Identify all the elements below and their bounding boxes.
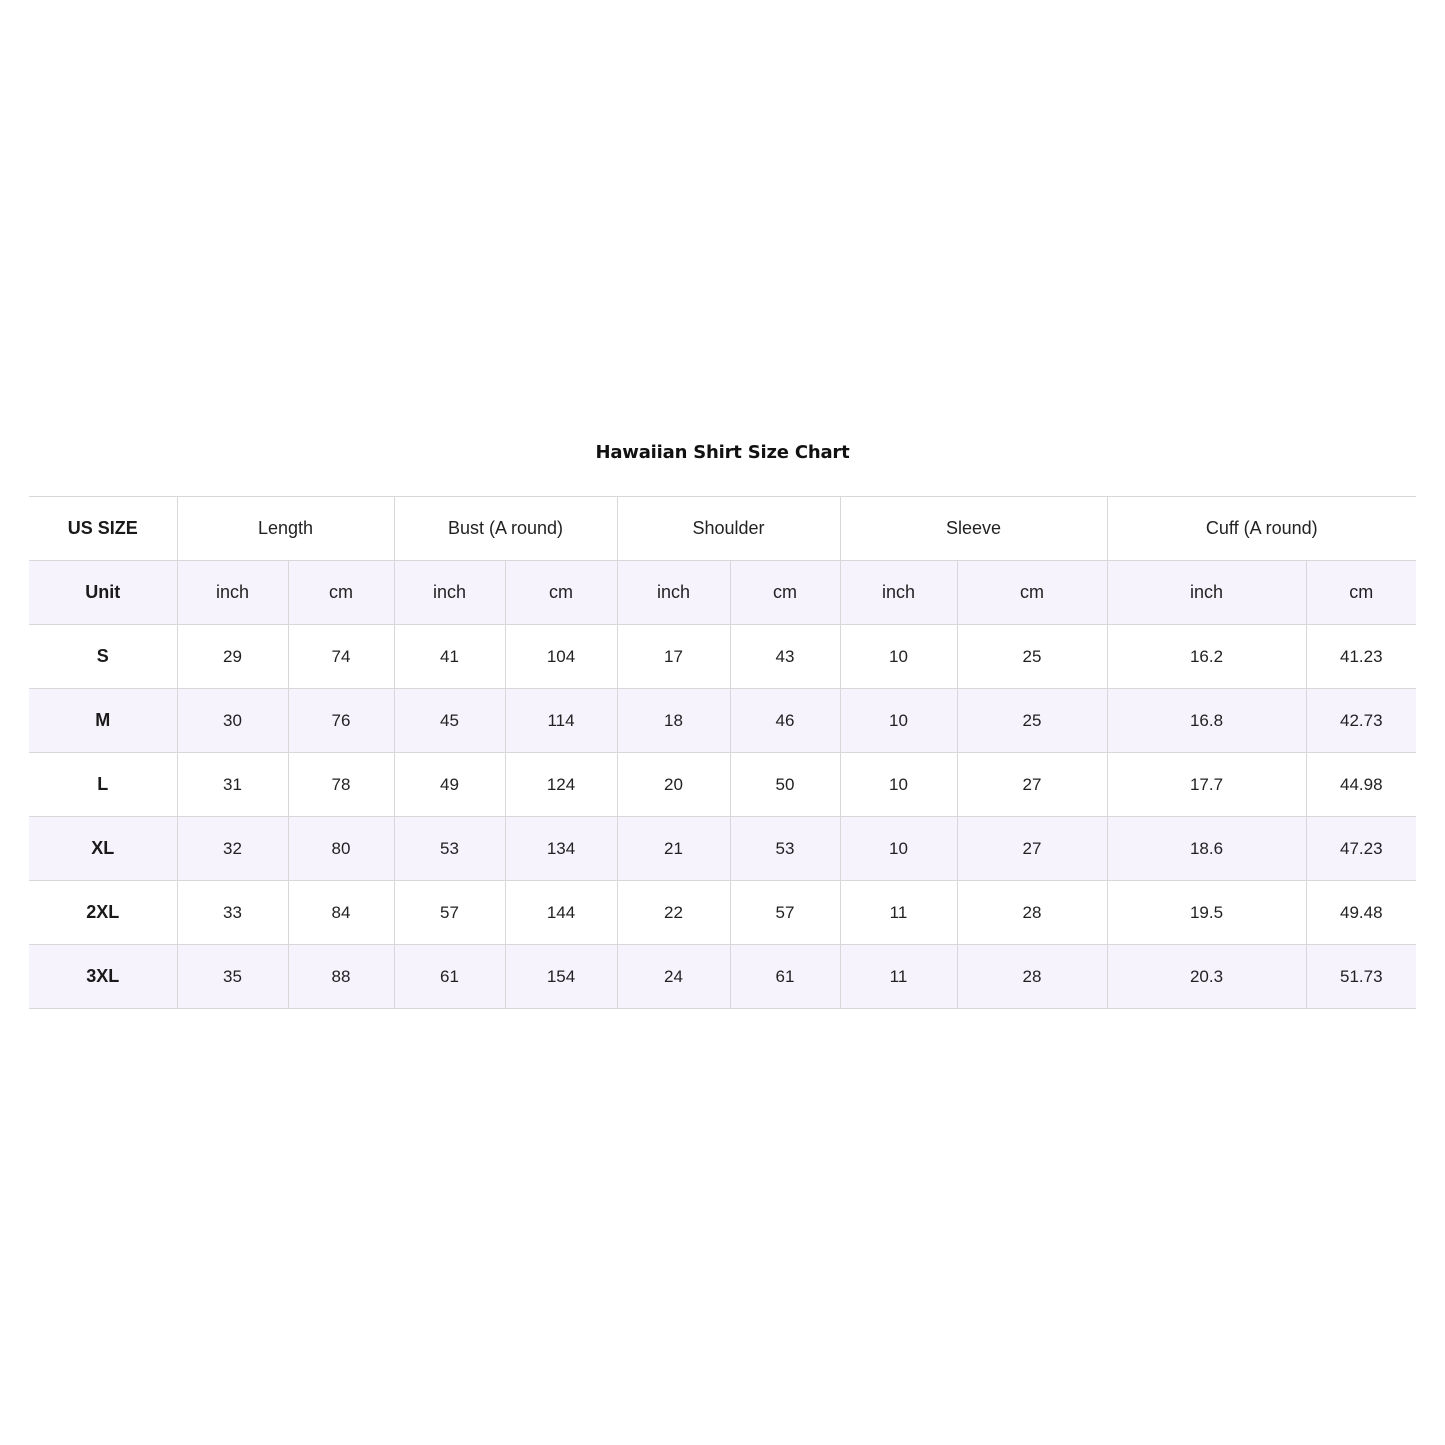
table-cell: 57 bbox=[730, 881, 840, 945]
table-cell: 20 bbox=[617, 753, 730, 817]
unit-cell: inch bbox=[617, 561, 730, 625]
table-cell: 11 bbox=[840, 881, 957, 945]
unit-cell: cm bbox=[957, 561, 1107, 625]
table-row bbox=[29, 753, 1416, 817]
size-label: M bbox=[29, 689, 177, 753]
table-cell: 10 bbox=[840, 753, 957, 817]
table-cell: 10 bbox=[840, 817, 957, 881]
size-label: L bbox=[29, 753, 177, 817]
size-label: S bbox=[29, 625, 177, 689]
table-cell: 22 bbox=[617, 881, 730, 945]
unit-row bbox=[29, 561, 1416, 625]
table-cell: 53 bbox=[730, 817, 840, 881]
table-cell: 53 bbox=[394, 817, 505, 881]
table-cell: 42.73 bbox=[1306, 689, 1416, 753]
table-cell: 21 bbox=[617, 817, 730, 881]
table-cell: 80 bbox=[288, 817, 394, 881]
table-cell: 41 bbox=[394, 625, 505, 689]
size-label: 2XL bbox=[29, 881, 177, 945]
unit-cell: inch bbox=[177, 561, 288, 625]
table-row bbox=[29, 625, 1416, 689]
table-cell: 45 bbox=[394, 689, 505, 753]
table-cell: 16.8 bbox=[1107, 689, 1306, 753]
table-cell: 17 bbox=[617, 625, 730, 689]
table-cell: 17.7 bbox=[1107, 753, 1306, 817]
table-cell: 61 bbox=[730, 945, 840, 1009]
table-cell: 28 bbox=[957, 881, 1107, 945]
table-cell: 124 bbox=[505, 753, 617, 817]
table-cell: 24 bbox=[617, 945, 730, 1009]
unit-cell: inch bbox=[394, 561, 505, 625]
size-label: 3XL bbox=[29, 945, 177, 1009]
table-cell: 49 bbox=[394, 753, 505, 817]
unit-label: Unit bbox=[29, 561, 177, 625]
table-cell: 28 bbox=[957, 945, 1107, 1009]
table-cell: 29 bbox=[177, 625, 288, 689]
table-cell: 33 bbox=[177, 881, 288, 945]
table-cell: 32 bbox=[177, 817, 288, 881]
table-cell: 76 bbox=[288, 689, 394, 753]
table-cell: 25 bbox=[957, 625, 1107, 689]
table-cell: 57 bbox=[394, 881, 505, 945]
table-cell: 20.3 bbox=[1107, 945, 1306, 1009]
us-size-header: US SIZE bbox=[29, 497, 177, 561]
table-cell: 84 bbox=[288, 881, 394, 945]
table-row bbox=[29, 689, 1416, 753]
table-cell: 78 bbox=[288, 753, 394, 817]
table-cell: 43 bbox=[730, 625, 840, 689]
sleeve-header: Sleeve bbox=[840, 497, 1107, 561]
unit-cell: inch bbox=[1107, 561, 1306, 625]
table-cell: 27 bbox=[957, 817, 1107, 881]
table-cell: 27 bbox=[957, 753, 1107, 817]
table-cell: 16.2 bbox=[1107, 625, 1306, 689]
table-cell: 46 bbox=[730, 689, 840, 753]
table-cell: 134 bbox=[505, 817, 617, 881]
table-cell: 49.48 bbox=[1306, 881, 1416, 945]
size-label: XL bbox=[29, 817, 177, 881]
bust-header: Bust (A round) bbox=[394, 497, 617, 561]
table-cell: 74 bbox=[288, 625, 394, 689]
table-cell: 10 bbox=[840, 625, 957, 689]
unit-cell: inch bbox=[840, 561, 957, 625]
table-cell: 144 bbox=[505, 881, 617, 945]
table-cell: 88 bbox=[288, 945, 394, 1009]
table-row bbox=[29, 881, 1416, 945]
table-cell: 114 bbox=[505, 689, 617, 753]
unit-cell: cm bbox=[288, 561, 394, 625]
table-cell: 154 bbox=[505, 945, 617, 1009]
table-cell: 18.6 bbox=[1107, 817, 1306, 881]
table-cell: 30 bbox=[177, 689, 288, 753]
table-cell: 10 bbox=[840, 689, 957, 753]
table-cell: 11 bbox=[840, 945, 957, 1009]
table-cell: 41.23 bbox=[1306, 625, 1416, 689]
table-cell: 47.23 bbox=[1306, 817, 1416, 881]
table-row bbox=[29, 817, 1416, 881]
unit-cell: cm bbox=[730, 561, 840, 625]
table-cell: 19.5 bbox=[1107, 881, 1306, 945]
header-row bbox=[29, 497, 1416, 561]
table-cell: 18 bbox=[617, 689, 730, 753]
table-cell: 51.73 bbox=[1306, 945, 1416, 1009]
unit-cell: cm bbox=[505, 561, 617, 625]
shoulder-header: Shoulder bbox=[617, 497, 840, 561]
table-cell: 35 bbox=[177, 945, 288, 1009]
table-cell: 104 bbox=[505, 625, 617, 689]
table-row bbox=[29, 945, 1416, 1009]
table-cell: 44.98 bbox=[1306, 753, 1416, 817]
table-cell: 50 bbox=[730, 753, 840, 817]
table-cell: 61 bbox=[394, 945, 505, 1009]
size-chart-table bbox=[29, 496, 1416, 1009]
unit-cell: cm bbox=[1306, 561, 1416, 625]
length-header: Length bbox=[177, 497, 394, 561]
table-cell: 31 bbox=[177, 753, 288, 817]
page-title: Hawaiian Shirt Size Chart bbox=[595, 442, 850, 463]
cuff-header: Cuff (A round) bbox=[1107, 497, 1416, 561]
table-cell: 25 bbox=[957, 689, 1107, 753]
